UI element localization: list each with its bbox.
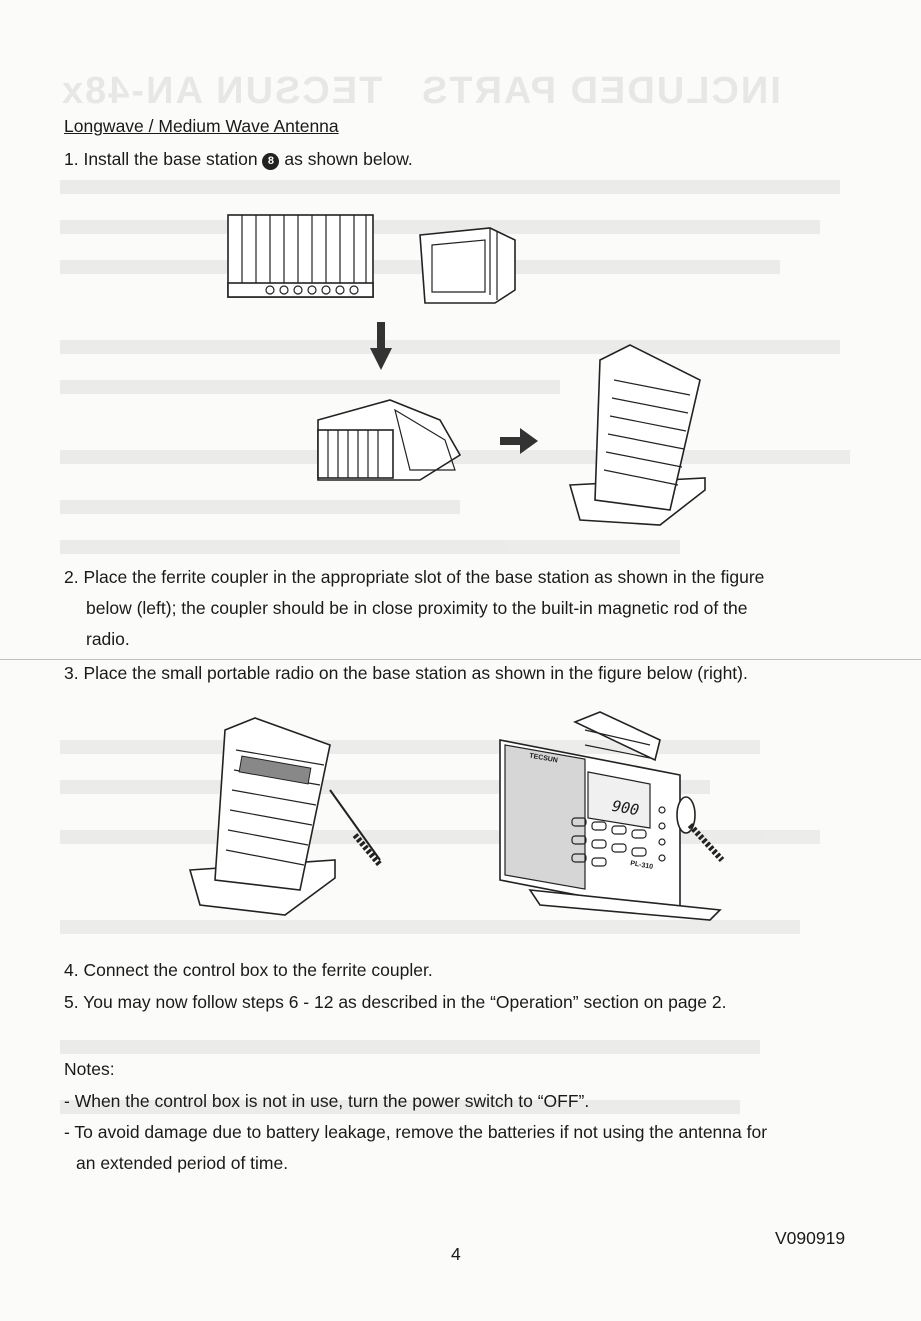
radio-brand-label: TECSUN: [528, 752, 559, 765]
step-1-suffix: as shown below.: [284, 149, 413, 169]
step-1-text: 1. Install the base station: [64, 149, 258, 169]
note-2-line-1: - To avoid damage due to battery leakage, remove the batteries if not using the antenna for: [64, 1122, 768, 1142]
step-2-line-1: 2. Place the ferrite coupler in the appropriate slot of the base station as shown in the figure: [64, 567, 765, 587]
version-code: V090919: [775, 1228, 846, 1248]
step-4: 4. Connect the control box to the ferrite coupler.: [64, 960, 433, 980]
step-3: 3. Place the small portable radio on the base station as shown in the figure below (right).: [64, 663, 748, 683]
note-1: - When the control box is not in use, turn the power switch to “OFF”.: [64, 1091, 590, 1111]
step-2-line-3: radio.: [86, 629, 130, 649]
ferrite-coupler-in-base-illustration: [190, 718, 380, 915]
radio-model-label: PL-310: [629, 860, 654, 871]
radio-display-value: 900: [610, 796, 641, 820]
radio-on-base-illustration: [500, 712, 722, 920]
section-title: Longwave / Medium Wave Antenna: [64, 116, 339, 136]
notes-heading: Notes:: [64, 1059, 115, 1079]
bleed-through-background: INCLUDED PARTS TECSUN AN-48x: [60, 60, 860, 1180]
step-2-line-2: below (left); the coupler should be in close proximity to the built-in magnetic rod of the: [86, 598, 748, 618]
part-number-badge: 8: [262, 153, 279, 170]
page-number: 4: [451, 1244, 461, 1264]
step-5: 5. You may now follow steps 6 - 12 as described in the “Operation” section on page 2.: [64, 992, 727, 1012]
note-2-line-2: an extended period of time.: [76, 1153, 289, 1173]
